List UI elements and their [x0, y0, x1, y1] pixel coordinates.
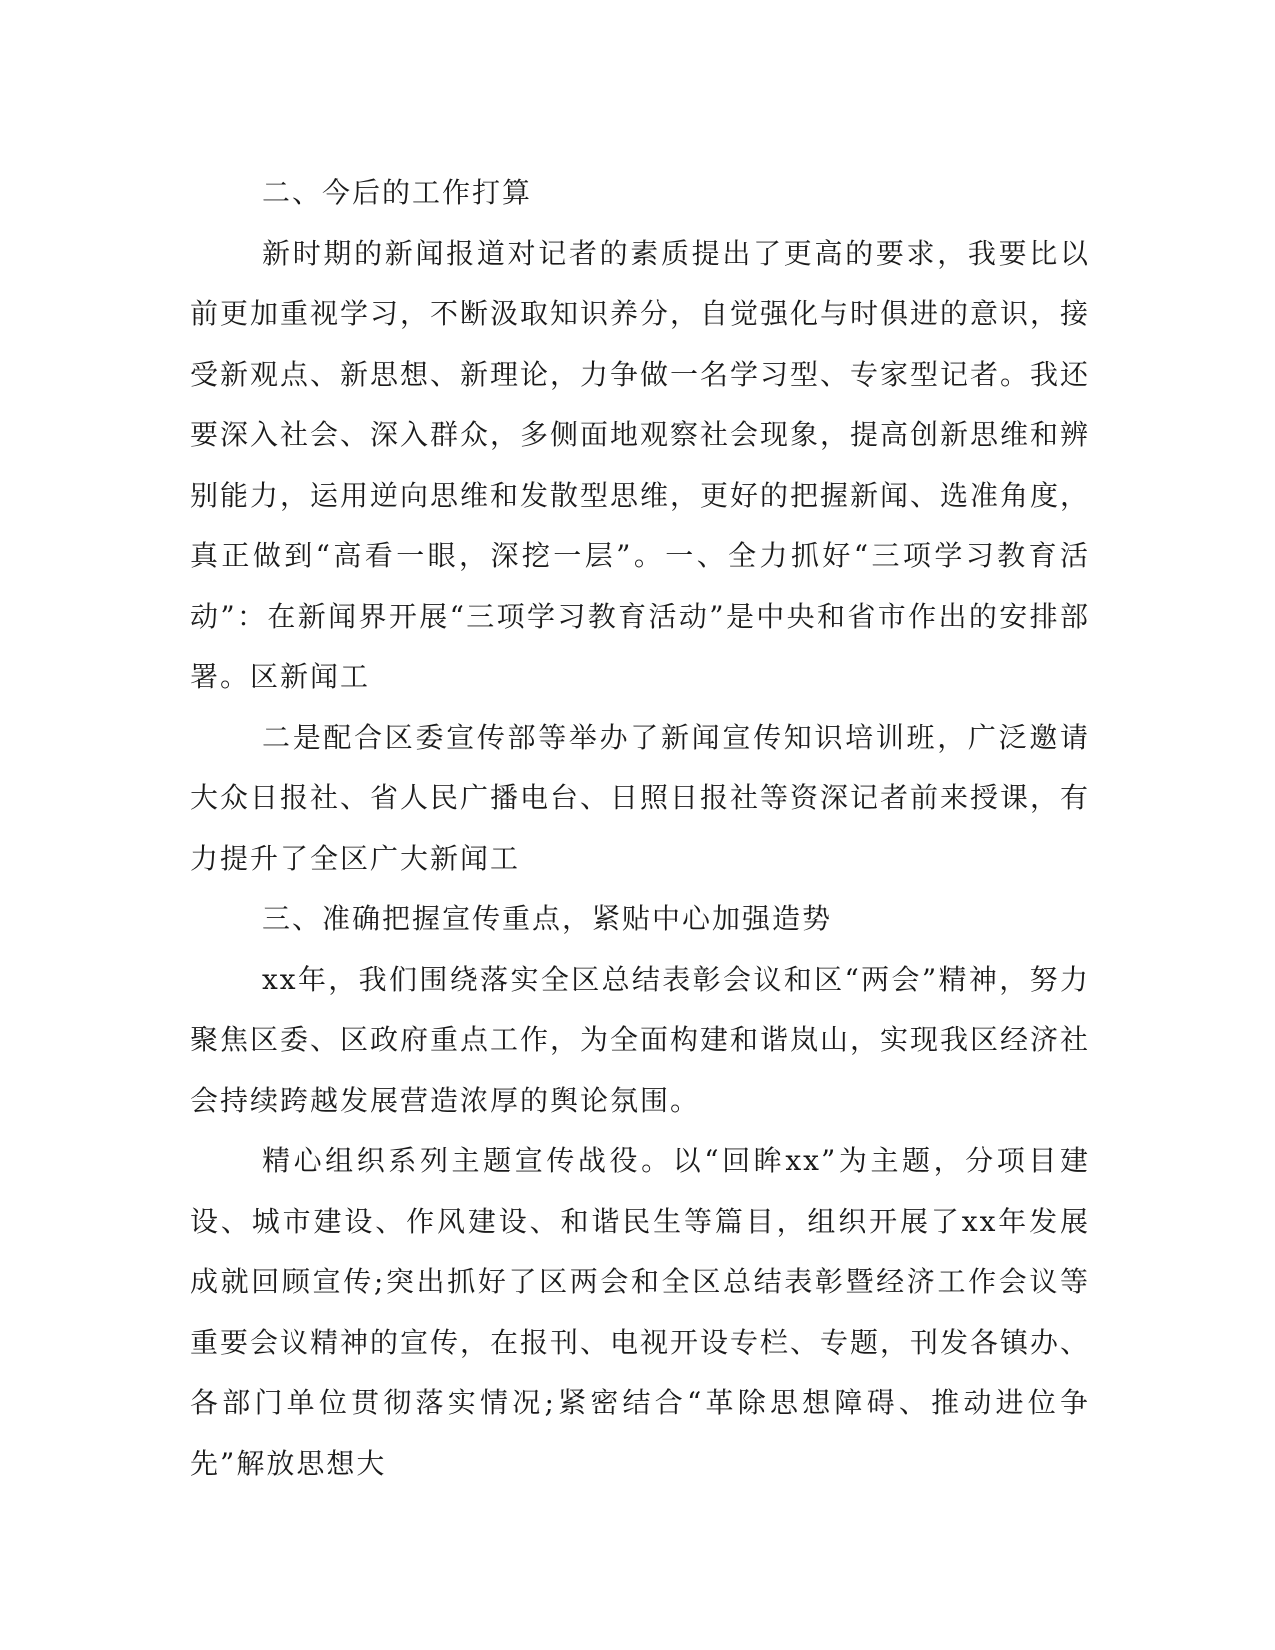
document-body — [190, 163, 1090, 1494]
paragraph-training-class: 二是配合区委宣传部等举办了新闻宣传知识培训班，广泛邀请大众日报社、省人民广播电台、日照日报社等资深记者前来授课，有力提升了全区广大新闻工 — [190, 720, 1091, 875]
paragraph-annual-focus: xx年，我们围绕落实全区总结表彰会议和区“两会”精神，努力聚焦区委、区政府重点工作，为全面构建和谐岚山，实现我区经济社会持续跨越发展营造浓厚的舆论氛围。 — [190, 962, 1091, 1117]
paragraph-study-plan: 新时期的新闻报道对记者的素质提出了更高的要求，我要比以前更加重视学习，不断汲取知识养分，自觉强化与时俱进的意识，接受新观点、新思想、新理论，力争做一名学习型、专家型记者。我还要深入社会、深入群众，多侧面地观察社会现象，提高创新思维和辨别能力，运用逆向思维和发散型思维，更好的把握新闻、选准角度，真正做到“高看一眼，深挖一层”。一、全力抓好“三项学习教育活动”：在新闻界开展“三项学习教育活动”是中央和省市作出的安排部署。区新闻工 — [190, 236, 1091, 693]
section-heading-work-plan: 二、今后的工作打算 — [262, 176, 533, 209]
paragraph-theme-campaign: 精心组织系列主题宣传战役。以“回眸xx”为主题，分项目建设、城市建设、作风建设、和谐民生等篇目，组织开展了xx年发展成就回顾宣传;突出抓好了区两会和全区总结表彰暨经济工作会议等重要会议精神的宣传，在报刊、电视开设专栏、专题，刊发各镇办、各部门单位贯彻落实情况;紧密结合“革除思想障碍、推动进位争先”解放思想大 — [190, 1144, 1091, 1480]
section-heading-publicity-focus: 三、准确把握宣传重点，紧贴中心加强造势 — [262, 902, 833, 935]
